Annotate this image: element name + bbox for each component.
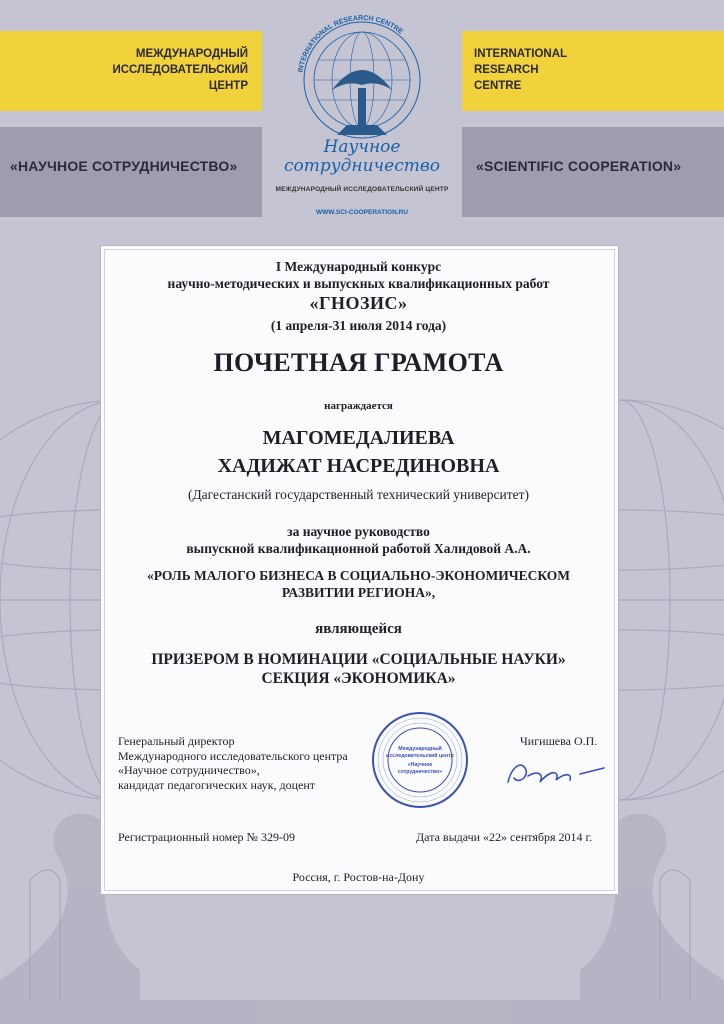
reason-line1: за научное руководство [287,524,430,539]
stamp-text-line3: «Научное [407,762,433,768]
header-left-line: ИССЛЕДОВАТЕЛЬСКИЙ [112,64,248,76]
recipient-name: ХАДИЖАТ НАСРЕДИНОВНА [217,455,500,477]
slogan-ru: «НАУЧНОЕ СОТРУДНИЧЕСТВО» [10,158,238,174]
topic-line1: «РОЛЬ МАЛОГО БИЗНЕСА В СОЦИАЛЬНО-ЭКОНОМИЧЕСКОМ [146,568,571,583]
header-center-name-en [474,46,674,94]
header-right-line: CENTRE [474,80,522,92]
header-left-line: МЕЖДУНАРОДНЫЙ [135,48,248,60]
logo-ring-text: INTERNATIONAL RESEARCH CENTRE [297,14,404,73]
signer-title-line: «Научное сотрудничество», [118,763,260,777]
stamp-text-line4: сотрудничество» [397,769,443,775]
issue-city: Россия, г. Ростов-на-Дону [292,870,425,884]
signer-title-line: Генеральный директор [118,734,235,748]
document-title: ПОЧЕТНАЯ ГРАМОТА [213,348,504,377]
logo-title-line1: Научное [323,137,401,157]
recipient-university: (Дагестанский государственный технический университет) [187,487,530,502]
contest-line1: I Международный конкурс [275,259,442,274]
prize-line1: ПРИЗЕРОМ В НОМИНАЦИИ «СОЦИАЛЬНЫЕ НАУКИ» [151,651,566,668]
contest-name: «ГНОЗИС» [309,293,408,313]
logo-title [262,138,462,176]
signer-title [118,734,378,792]
signer-title-line: кандидат педагогических наук, доцент [118,777,316,792]
prize-line2: СЕКЦИЯ «ЭКОНОМИКА» [261,670,456,687]
handwritten-signature [500,752,610,792]
logo-title-line2: сотрудничество [284,156,440,176]
issue-date: Дата выдачи «22» сентября 2014 г. [416,830,593,844]
header-left-line: ЦЕНТР [208,80,248,92]
header-center-name-ru [48,46,248,94]
header-right-line: INTERNATIONAL [474,48,568,60]
stamp-text-line2: исследовательский центр [386,753,454,759]
contest-dates: (1 апреля-31 июля 2014 года) [270,318,447,333]
logo-subtitle: МЕЖДУНАРОДНЫЙ ИССЛЕДОВАТЕЛЬСКИЙ ЦЕНТР [275,186,449,193]
stamp-text-line1: Международный [398,746,442,752]
slogan-en: «SCIENTIFIC COOPERATION» [476,158,682,174]
logo-url: WWW.SCI-COOPERATION.RU [316,209,408,216]
awarded-label: награждается [324,400,393,412]
reason-line2: выпускной квалификационной работой Халидовой А.А. [186,541,531,556]
being-label: являющейся [315,621,402,637]
topic-line2: РАЗВИТИИ РЕГИОНА», [281,585,436,600]
signer-title-line: Международного исследовательского центра [118,748,348,763]
registration-number: Регистрационный номер № 329-09 [118,830,295,844]
signer-name: Чигишева О.П. [520,734,598,748]
official-stamp [370,710,470,810]
recipient-surname: МАГОМЕДАЛИЕВА [262,427,455,449]
contest-line2: научно-методических и выпускных квалификационных работ [167,276,550,291]
header-right-line: RESEARCH [474,64,539,76]
